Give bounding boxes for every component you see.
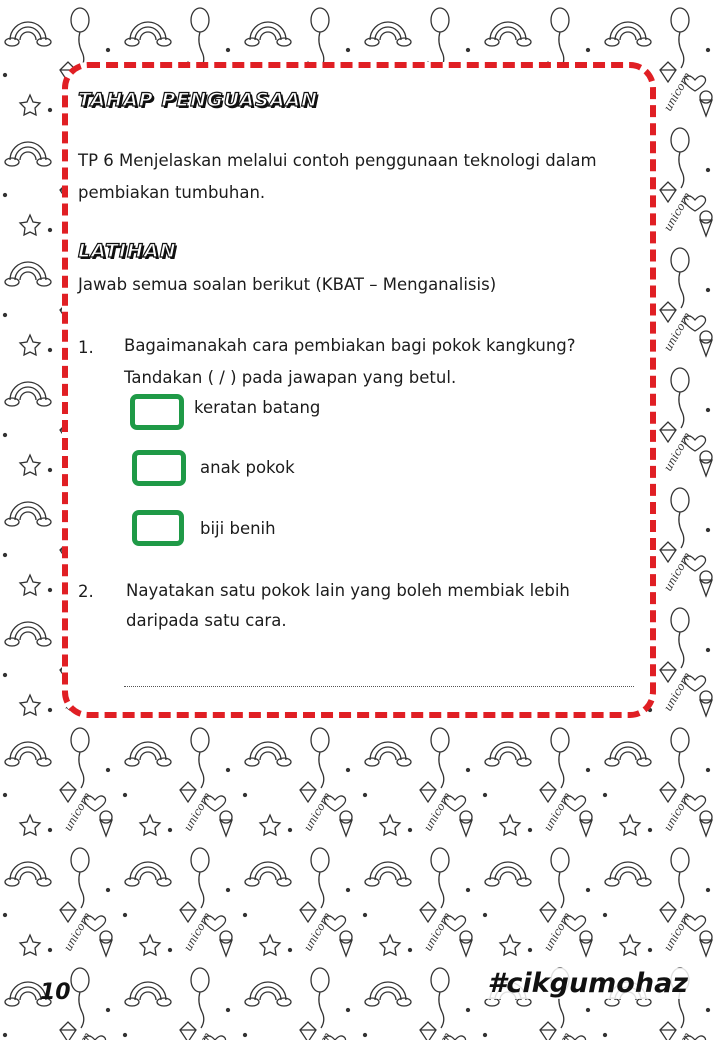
mastery-text-line1: TP 6 Menjelaskan melalui contoh penggunaan teknologi dalam bbox=[78, 151, 597, 170]
exercise-heading: LATIHAN bbox=[78, 240, 177, 262]
option-2-checkbox[interactable] bbox=[132, 450, 186, 486]
answer-line[interactable] bbox=[124, 686, 634, 687]
question-1-line2: Tandakan ( / ) pada jawapan yang betul. bbox=[124, 368, 457, 387]
option-2-label: anak pokok bbox=[200, 458, 295, 477]
question-2-line1: Nayatakan satu pokok lain yang boleh membiak lebih bbox=[126, 581, 570, 600]
question-2-number: 2. bbox=[78, 582, 94, 601]
option-3-checkbox[interactable] bbox=[132, 510, 184, 546]
question-1-number: 1. bbox=[78, 338, 94, 357]
instruction-text: Jawab semua soalan berikut (KBAT – Menganalisis) bbox=[78, 275, 497, 294]
brand-hashtag: #cikgumohaz bbox=[482, 968, 694, 999]
question-2-line2: daripada satu cara. bbox=[126, 611, 287, 630]
option-1-checkbox[interactable] bbox=[130, 394, 184, 430]
question-1-line1: Bagaimanakah cara pembiakan bagi pokok kangkung? bbox=[124, 336, 576, 355]
page-number: 10 bbox=[40, 980, 71, 1005]
option-1-label: keratan batang bbox=[194, 398, 321, 417]
mastery-heading: TAHAP PENGUASAAN bbox=[78, 89, 319, 111]
option-3-label: biji benih bbox=[200, 519, 276, 538]
mastery-text-line2: pembiakan tumbuhan. bbox=[78, 183, 266, 202]
